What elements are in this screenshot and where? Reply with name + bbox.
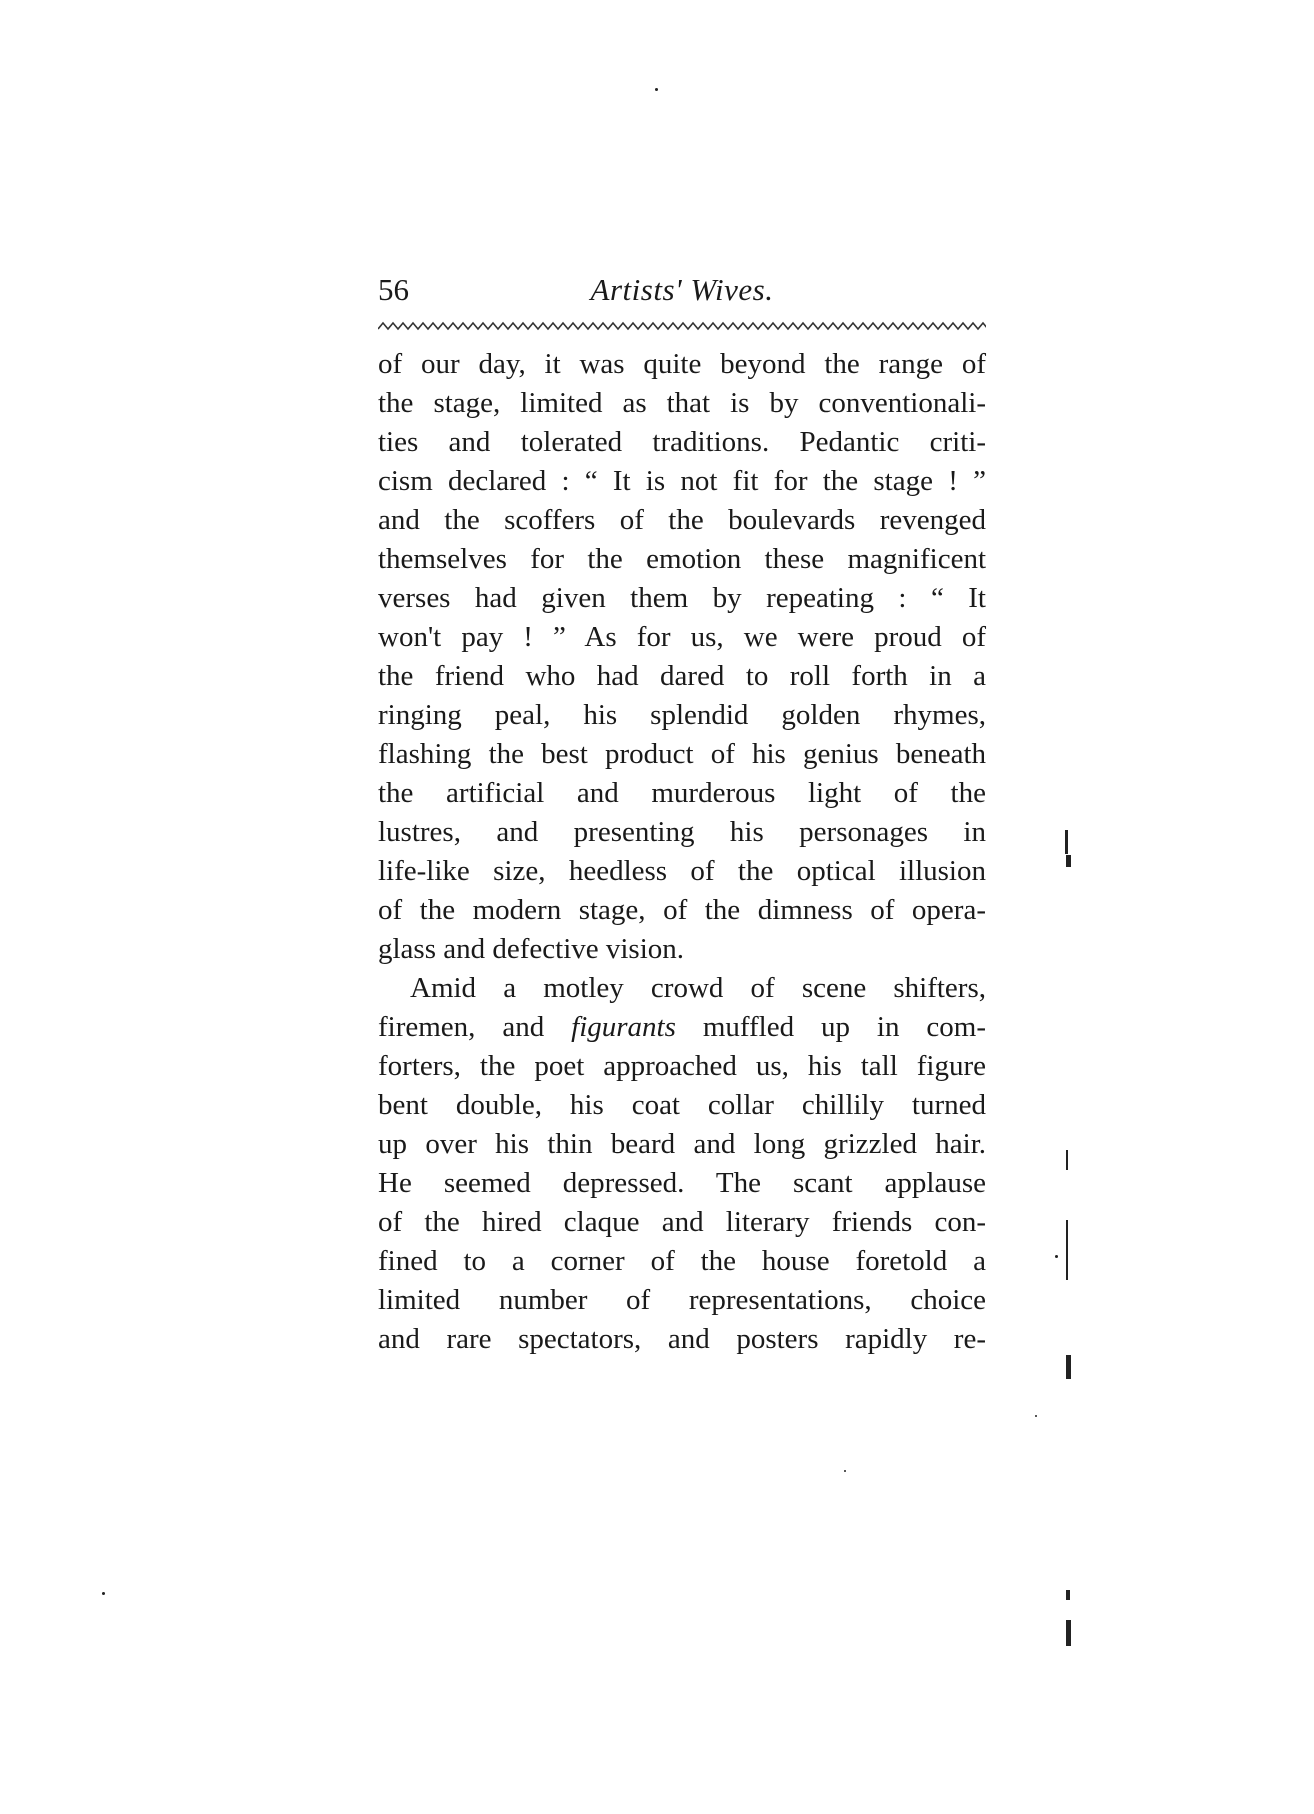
- ornamental-rule: [378, 320, 986, 332]
- text-line: the stage, limited as that is by conventionali-: [378, 387, 986, 419]
- scan-speck: [844, 1470, 846, 1472]
- scan-speck: [1066, 1620, 1071, 1646]
- text-line: flashing the best product of his genius beneath: [378, 738, 986, 770]
- running-head: [378, 268, 986, 312]
- text-line: of the hired claque and literary friends con-: [378, 1206, 986, 1238]
- scan-speck: [655, 88, 658, 91]
- text-line: the artificial and murderous light of the: [378, 777, 986, 809]
- text-segment: firemen, and: [378, 1011, 572, 1043]
- text-line: of our day, it was quite beyond the range of: [378, 348, 986, 380]
- text-line: the friend who had dared to roll forth in a: [378, 660, 986, 692]
- body-text: [378, 345, 986, 1359]
- text-line: forters, the poet approached us, his tall figure: [378, 1050, 986, 1082]
- paragraph-2-rest: [378, 1047, 986, 1359]
- text-line: He seemed depressed. The scant applause: [378, 1167, 986, 1199]
- running-title: Artists' Wives.: [590, 272, 774, 307]
- text-line: cism declared : “ It is not fit for the stage ! ”: [378, 465, 986, 497]
- paragraph-2: [378, 969, 986, 1359]
- scan-speck: [1065, 830, 1068, 854]
- scan-speck: [1035, 1415, 1037, 1417]
- text-segment: muffled up in com-: [675, 1011, 986, 1043]
- text-line: won't pay ! ” As for us, we were proud of: [378, 621, 986, 653]
- italic-term: figurants: [571, 1011, 676, 1043]
- text-line: bent double, his coat collar chillily turned: [378, 1089, 986, 1121]
- text-line: life-like size, heedless of the optical illusion: [378, 855, 986, 887]
- text-line: lustres, and presenting his personages in: [378, 816, 986, 848]
- text-line: [378, 1008, 986, 1047]
- text-line: fined to a corner of the house foretold a: [378, 1245, 986, 1277]
- paragraph-1: [378, 345, 986, 969]
- page-number: 56: [378, 272, 409, 307]
- text-line: Amid a motley crowd of scene shifters,: [410, 972, 986, 1004]
- text-line: ties and tolerated traditions. Pedantic criti-: [378, 426, 986, 458]
- text-line: themselves for the emotion these magnificent: [378, 543, 986, 575]
- text-line: ringing peal, his splendid golden rhymes,: [378, 699, 986, 731]
- text-line: and the scoffers of the boulevards revenged: [378, 504, 986, 536]
- text-line: up over his thin beard and long grizzled hair.: [378, 1128, 986, 1160]
- text-line: of the modern stage, of the dimness of opera-: [378, 894, 986, 926]
- scan-speck: [102, 1592, 105, 1595]
- text-line: limited number of representations, choice: [378, 1284, 986, 1316]
- scan-speck: [1066, 1590, 1070, 1600]
- scan-speck: [1066, 1150, 1068, 1170]
- text-line: verses had given them by repeating : “ It: [378, 582, 986, 614]
- text-line: glass and defective vision.: [378, 933, 685, 965]
- text-line: and rare spectators, and posters rapidly re-: [378, 1323, 986, 1355]
- scan-speck: [1066, 855, 1071, 867]
- scan-speck: [1066, 1355, 1071, 1379]
- scan-speck: [1066, 1220, 1068, 1280]
- scan-speck: [1055, 1255, 1058, 1258]
